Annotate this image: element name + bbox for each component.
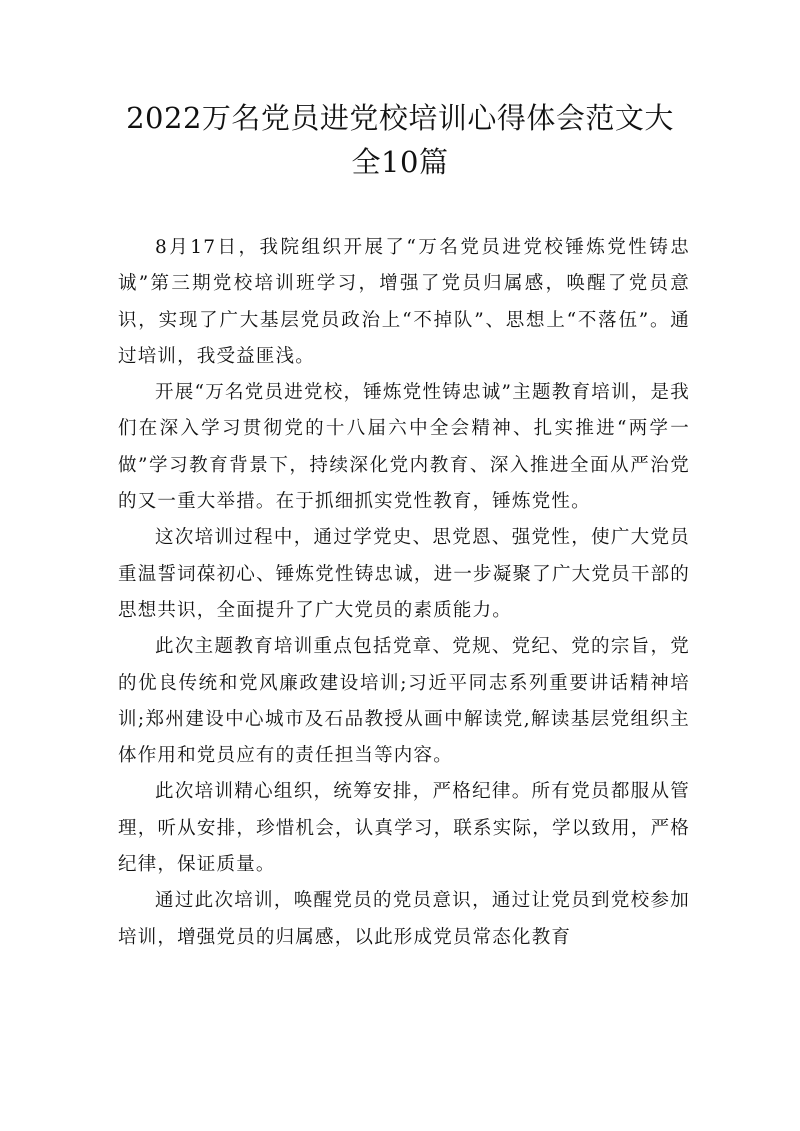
document-title xyxy=(110,96,690,184)
document-body xyxy=(118,230,690,956)
paragraph: 8月17日，我院组织开展了“万名党员进党校锤炼党性铸忠诚”第三期党校培训班学习，增强了党员归属感，唤醒了党员意识，实现了广大基层党员政治上“不掉队”、思想上“不落伍”。通过培训，我受益匪浅。 xyxy=(118,237,690,367)
paragraph: 通过此次培训，唤醒党员的党员意识，通过让党员到党校参加培训，增强党员的归属感，以此形成党员常态化教育 xyxy=(118,890,690,948)
document-title-line-2: 全10篇 xyxy=(351,145,449,179)
document-title-line-1: 2022万名党员进党校培训心得体会范文大 xyxy=(126,101,674,135)
paragraph: 这次培训过程中，通过学党史、思党恩、强党性，使广大党员重温誓词葆初心、锤炼党性铸忠诚，进一步凝聚了广大党员干部的思想共识，全面提升了广大党员的素质能力。 xyxy=(118,527,690,621)
paragraph: 开展“万名党员进党校，锤炼党性铸忠诚”主题教育培训，是我们在深入学习贯彻党的十八届六中全会精神、扎实推进“两学一做”学习教育背景下，持续深化党内教育、深入推进全面从严治党的又一重大举措。在于抓细抓实党性教育，锤炼党性。 xyxy=(118,382,690,513)
paragraph: 此次主题教育培训重点包括党章、党规、党纪、党的宗旨，党的优良传统和党风廉政建设培训;习近平同志系列重要讲话精神培训;郑州建设中心城市及石品教授从画中解读党,解读基层党组织主体作用和党员应有的责任担当等内容。 xyxy=(118,636,690,767)
paragraph: 此次培训精心组织，统筹安排，严格纪律。所有党员都服从管理，听从安排，珍惜机会，认真学习，联系实际，学以致用，严格纪律，保证质量。 xyxy=(118,781,690,876)
